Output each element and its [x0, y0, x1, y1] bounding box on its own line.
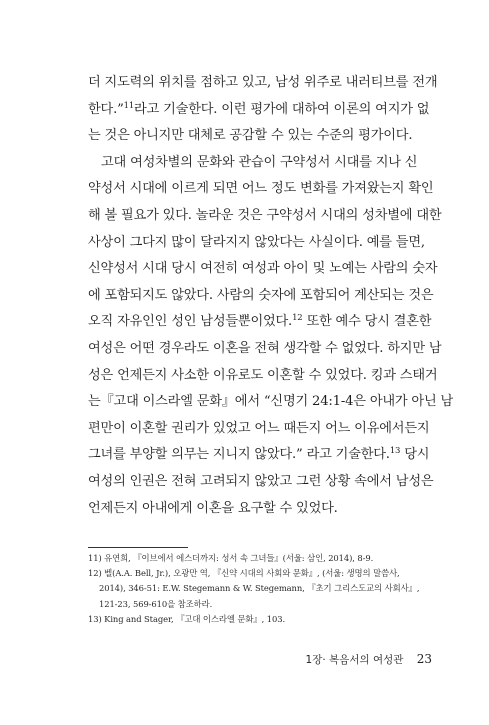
body-line: 신약성서 시대 당시 여전히 여성과 아이 및 노예는 사람의 숫자 [88, 261, 438, 277]
footnote-13: 13) King and Stager, 『고대 이스라엘 문화』, 103. [88, 613, 286, 624]
body-line [88, 442, 432, 469]
footnotes [88, 551, 432, 627]
text-run: 오직 자유인인 성인 남성들뿐이었다. [88, 314, 293, 330]
chapter-title: 1장· 복음서의 여성관 [305, 654, 404, 666]
page-number: 23 [416, 652, 432, 666]
footnote-ref-13[interactable]: 13 [389, 446, 401, 457]
footnote-12-continued: 2014), 346-51: E.W. Stegemann & W. Stegemann, 『초기 그리스도교의 사회사』, [99, 583, 420, 594]
footnote-11: 11) 유연희, 『이브에서 에스더까지: 성서 속 그녀들』(서울: 삼인, 2014), 8-9. [88, 553, 374, 563]
body-line [88, 97, 432, 124]
body-line: 사상이 그다지 많이 달라지지 않았다는 사실이다. 예를 들면, [88, 234, 425, 250]
body-line [88, 309, 432, 336]
body-line: 여성은 어떤 경우라도 이혼을 전혀 생각할 수 없었다. 하지만 남 [88, 340, 442, 356]
footnote-divider [88, 547, 188, 548]
text-run: 라고 기술한다. 이런 평가에 대하여 이론의 여지가 없 [134, 101, 430, 117]
body-line: 에 포함되지도 않았다. 사람의 숫자에 포함되어 계산되는 것은 [88, 287, 434, 303]
body-text [88, 70, 454, 522]
body-line: 해 볼 필요가 있다. 놀라운 것은 구약성서 시대의 성차별에 대한 [88, 207, 442, 223]
footnote-12-continued: 121-23, 569-610을 참조하라. [99, 598, 213, 609]
body-line: 는 것은 아니지만 대체로 공감할 수 있는 수준의 평가이다. [88, 128, 413, 144]
footnote-ref-12[interactable]: 12 [292, 313, 303, 324]
body-line: 편만이 이혼할 권리가 있었고 어느 때든지 어느 이유에서든지 [88, 420, 430, 436]
footnote-ref-11[interactable]: 11 [123, 100, 135, 111]
running-footer [306, 652, 432, 667]
body-line: 약성서 시대에 이르게 되면 어느 정도 변화를 가져왔는지 확인 [88, 181, 434, 197]
footnote-12: 12) 벨(A.A. Bell, Jr.), 오광만 역, 『신약 시대의 사회와 문화』, (서울: 생명의 말씀사, [88, 568, 400, 579]
body-line: 언제든지 아내에게 이혼을 요구할 수 있었다. [88, 500, 338, 516]
text-run: 그녀를 부양할 의무는 지니지 않았다.” 라고 기술한다. [88, 447, 390, 463]
body-line: 고대 여성차별의 문화와 관습이 구약성서 시대를 지나 신 [101, 154, 418, 170]
text-run: 한다.” [88, 101, 124, 117]
body-line: 성은 언제든지 사소한 이유로도 이혼할 수 있었다. 킹과 스태거 [88, 367, 438, 383]
text-run: 당시 [400, 447, 430, 463]
body-line: 더 지도력의 위치를 점하고 있고, 남성 위주로 내러티브를 전개 [88, 75, 438, 90]
body-line: 는『고대 이스라엘 문화』에서 “신명기 24:1-4은 아내가 아닌 남 [88, 394, 454, 410]
text-run: 또한 예수 당시 결혼한 [302, 314, 432, 330]
body-line: 여성의 인권은 전혀 고려되지 않았고 그런 상황 속에서 남성은 [88, 473, 434, 489]
